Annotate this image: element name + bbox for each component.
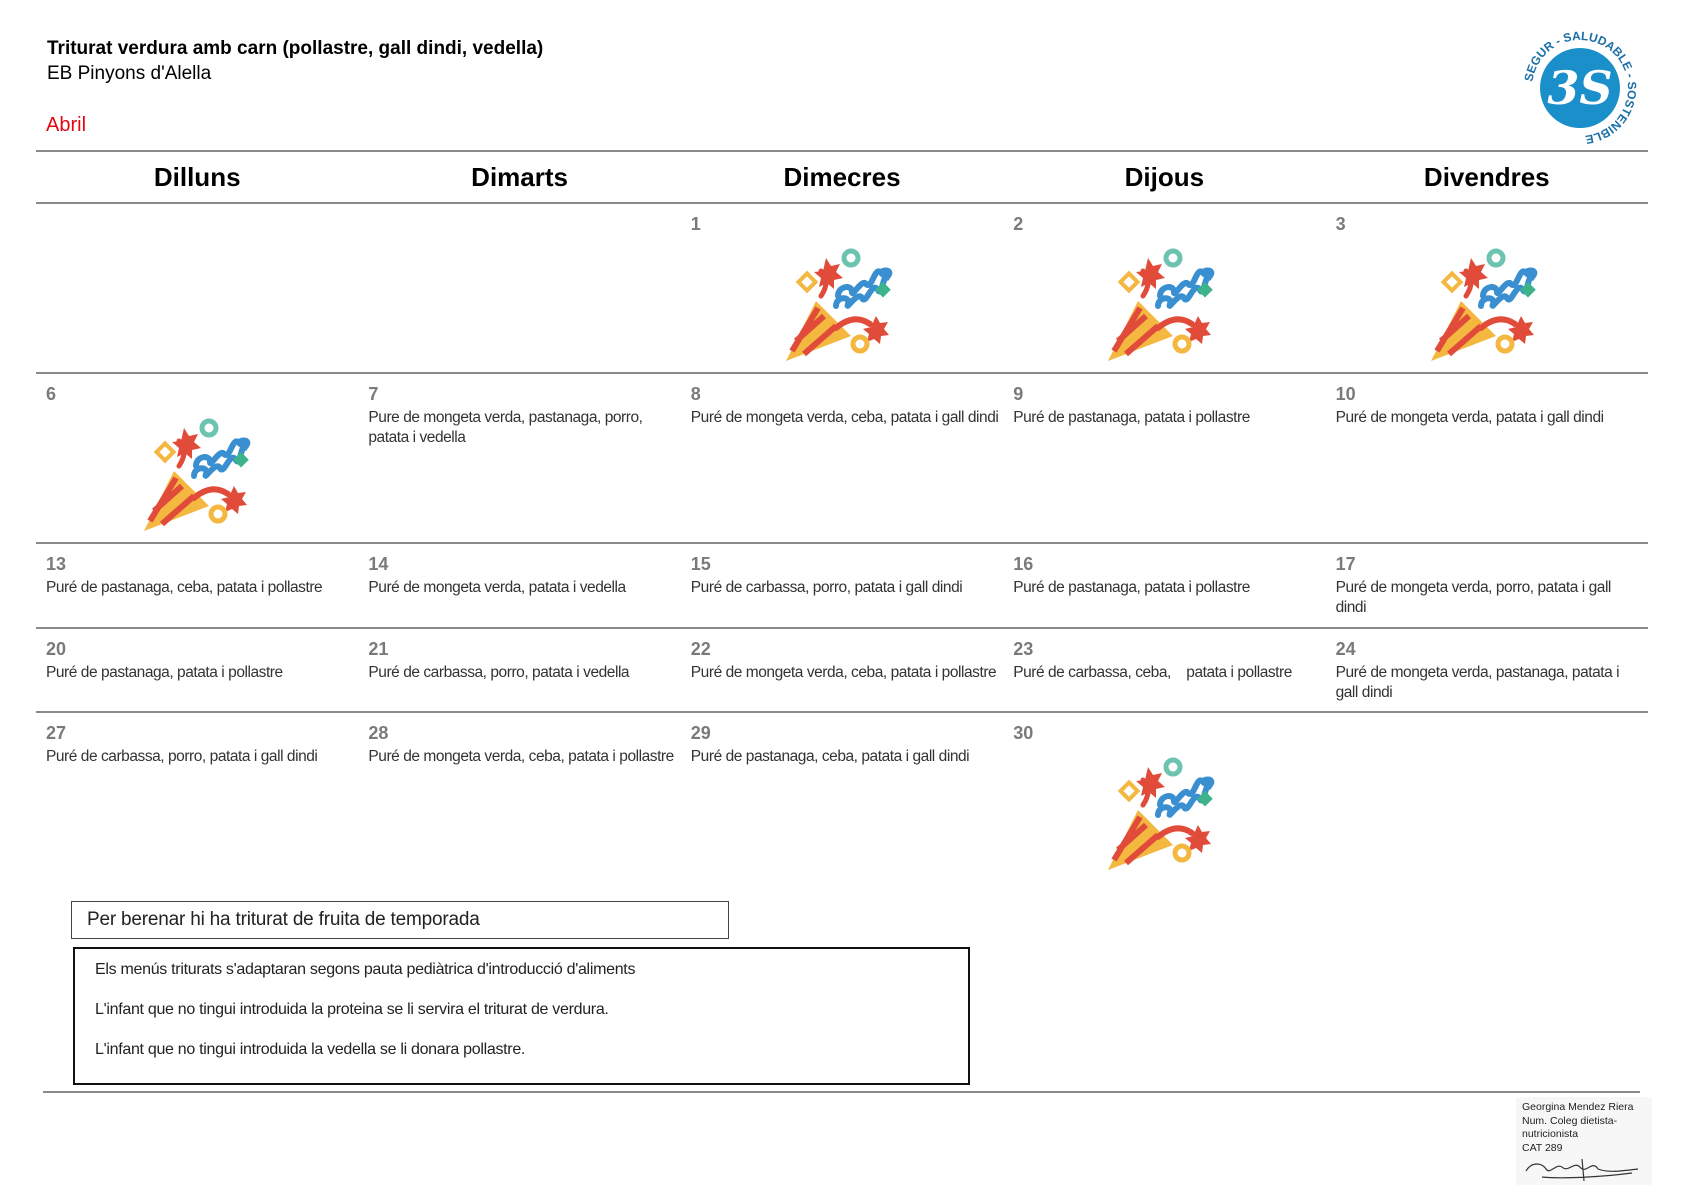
day-number: 23 xyxy=(1013,639,1034,659)
day-number: 1 xyxy=(690,214,701,234)
day-number: 22 xyxy=(690,639,711,659)
day-cell xyxy=(358,544,680,627)
note-line: L'infant que no tingui introduida la proteina se li servira el triturat de verdura. xyxy=(95,1001,609,1018)
day-cell xyxy=(358,374,680,542)
day-cell xyxy=(681,629,1003,711)
info-notes xyxy=(73,947,970,1085)
day-cell xyxy=(36,713,358,891)
party-confetti-icon xyxy=(776,236,906,366)
day-number: 20 xyxy=(46,639,67,659)
day-cell xyxy=(358,629,680,711)
day-cell xyxy=(1326,629,1648,711)
day-number: 8 xyxy=(690,384,701,404)
day-number: 30 xyxy=(1013,723,1034,743)
day-cell xyxy=(1326,713,1648,891)
day-menu: Puré de mongeta verda, ceba, patata i pollastre xyxy=(690,664,997,681)
day-cell xyxy=(36,204,358,372)
day-number: 7 xyxy=(368,384,379,404)
party-confetti-icon xyxy=(1098,745,1228,875)
day-number xyxy=(1336,723,1644,747)
day-cell xyxy=(1003,374,1325,542)
day-menu: Puré de carbassa, ceba, patata i pollastre xyxy=(1013,664,1292,681)
day-number: 10 xyxy=(1335,384,1356,404)
weekday-divendres: Divendres xyxy=(1423,162,1550,192)
day-cell xyxy=(1003,544,1325,627)
day-cell xyxy=(36,374,358,542)
day-menu: Puré de pastanaga, patata i pollastre xyxy=(46,664,283,681)
signature-line: Num. Coleg dietista- xyxy=(1522,1114,1618,1127)
snack-note: Per berenar hi ha triturat de fruita de temporada xyxy=(71,901,729,939)
day-menu: Puré de pastanaga, patata i pollastre xyxy=(1013,409,1250,426)
signature-name: Georgina Mendez Riera xyxy=(1522,1101,1634,1113)
day-menu: Puré de mongeta verda, porro, patata i gall dindi xyxy=(1335,579,1615,616)
day-cell xyxy=(36,629,358,711)
svg-text:3S: 3S xyxy=(1547,61,1613,115)
party-confetti-icon xyxy=(134,406,264,536)
calendar-week xyxy=(36,204,1648,374)
day-menu: Puré de carbassa, porro, patata i vedella xyxy=(368,664,630,681)
day-number: 13 xyxy=(46,554,67,574)
day-number: 16 xyxy=(1013,554,1034,574)
weekday-dilluns: Dilluns xyxy=(153,162,241,192)
calendar-week xyxy=(36,629,1648,713)
footer-divider xyxy=(43,1091,1640,1093)
day-cell xyxy=(1003,629,1325,711)
calendar-week xyxy=(36,544,1648,629)
day-cell xyxy=(681,544,1003,627)
day-number: 9 xyxy=(1013,384,1024,404)
day-cell xyxy=(358,204,680,372)
nutritionist-signature xyxy=(1516,1097,1652,1185)
calendar xyxy=(36,150,1648,891)
day-number: 29 xyxy=(690,723,711,743)
weekday-dijous: Dijous xyxy=(1124,162,1205,192)
day-cell xyxy=(1003,204,1325,372)
signature-line: CAT 289 xyxy=(1522,1141,1563,1154)
day-number: 15 xyxy=(690,554,711,574)
day-number: 21 xyxy=(368,639,389,659)
party-confetti-icon xyxy=(1098,236,1228,366)
day-cell xyxy=(1326,544,1648,627)
day-menu: Puré de mongeta verda, patata i vedella xyxy=(368,579,626,596)
day-menu: Puré de pastanaga, patata i pollastre xyxy=(1013,579,1250,596)
school-name: EB Pinyons d'Alella xyxy=(47,63,212,84)
weekday-header xyxy=(36,150,1648,204)
day-menu: Puré de mongeta verda, ceba, patata i pollastre xyxy=(368,748,674,765)
svg-text:SEGUR - SALUDABLE - SOSTENIBLE: SEGUR - SALUDABLE - SOSTENIBLE xyxy=(1521,28,1640,147)
weekday-dimarts: Dimarts xyxy=(471,162,568,192)
day-menu: Puré de mongeta verda, pastanaga, patata i gall dindi xyxy=(1335,664,1624,701)
signature-line: nutricionista xyxy=(1522,1128,1579,1140)
day-number xyxy=(46,214,354,238)
day-number: 17 xyxy=(1335,554,1356,574)
month-label: Abril xyxy=(46,114,87,136)
calendar-week xyxy=(36,374,1648,544)
day-cell xyxy=(1003,713,1325,891)
note-line: L'infant que no tingui introduida la vedella se li donara pollastre. xyxy=(95,1041,526,1058)
day-number: 14 xyxy=(368,554,389,574)
weekday-dimecres: Dimecres xyxy=(783,162,901,192)
day-number: 6 xyxy=(46,384,57,404)
day-cell xyxy=(681,713,1003,891)
day-menu: Puré de mongeta verda, ceba, patata i gall dindi xyxy=(690,409,999,426)
day-menu: Puré de pastanaga, ceba, patata i pollastre xyxy=(46,579,323,596)
3s-logo-icon xyxy=(1518,26,1642,150)
day-cell xyxy=(1326,204,1648,372)
day-menu: Pure de mongeta verda, pastanaga, porro, patata i vedella xyxy=(368,409,647,446)
day-menu: Puré de pastanaga, ceba, patata i gall dindi xyxy=(690,748,970,765)
day-menu: Puré de mongeta verda, patata i gall dindi xyxy=(1335,409,1604,426)
party-confetti-icon xyxy=(1421,236,1551,366)
day-number: 2 xyxy=(1013,214,1024,234)
day-menu: Puré de carbassa, porro, patata i gall dindi xyxy=(46,748,318,765)
day-number: 3 xyxy=(1335,214,1346,234)
day-cell xyxy=(358,713,680,891)
calendar-week xyxy=(36,713,1648,891)
day-cell xyxy=(681,374,1003,542)
note-line: Els menús triturats s'adaptaran segons pauta pediàtrica d'introducció d'aliments xyxy=(95,961,636,978)
handwritten-signature-icon xyxy=(1522,1155,1642,1183)
day-number: 27 xyxy=(46,723,67,743)
day-number xyxy=(368,214,676,238)
day-cell xyxy=(36,544,358,627)
day-menu: Puré de carbassa, porro, patata i gall dindi xyxy=(690,579,963,596)
day-number: 24 xyxy=(1335,639,1356,659)
day-cell xyxy=(681,204,1003,372)
day-number: 28 xyxy=(368,723,389,743)
menu-title: Triturat verdura amb carn (pollastre, gall dindi, vedella) xyxy=(47,38,544,59)
day-cell xyxy=(1326,374,1648,542)
